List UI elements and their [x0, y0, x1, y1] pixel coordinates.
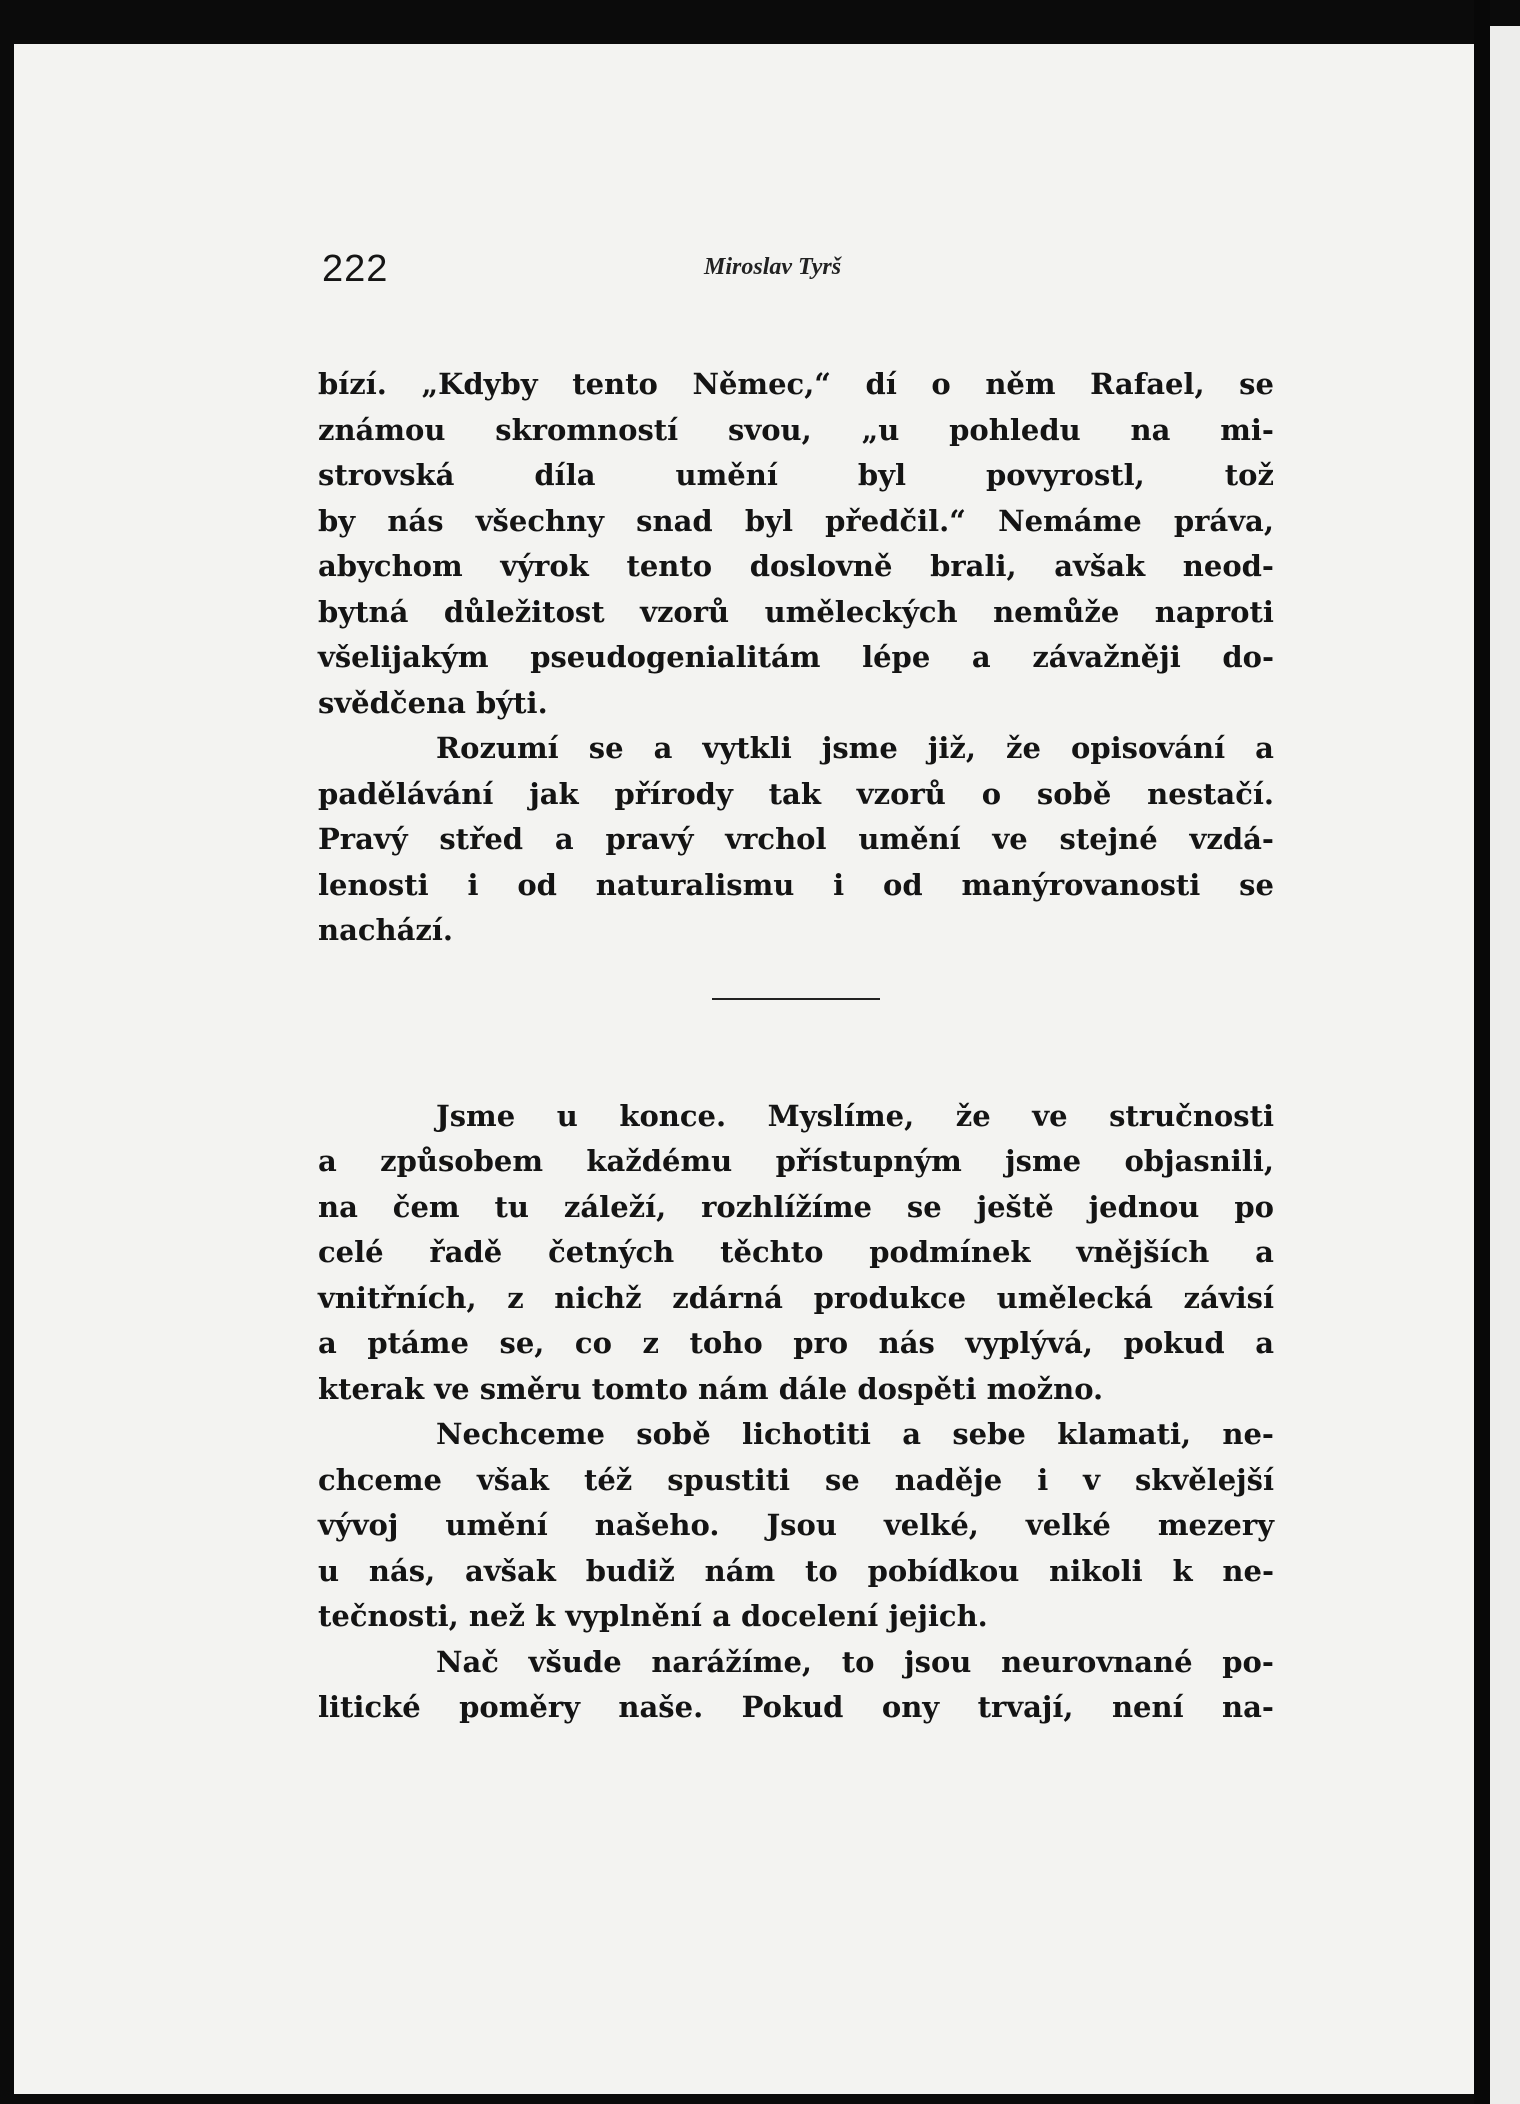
body-text	[318, 362, 1274, 1731]
text-line: Nechceme sobě lichotiti a sebe klamati, ne-	[436, 1417, 1274, 1451]
text-line: chceme však též spustiti se naděje i v skvělejší	[318, 1462, 1274, 1497]
text-line: litické poměry naše. Pokud ony trvají, není na-	[318, 1690, 1274, 1724]
text-line: tečnosti, než k vyplnění a docelení jejich.	[318, 1599, 988, 1633]
text-line: vývoj umění našeho. Jsou velké, velké mezery	[318, 1508, 1274, 1542]
text-line: u nás, avšak budiž nám to pobídkou nikoli k ne-	[318, 1553, 1274, 1588]
text-line: svědčena býti.	[318, 685, 548, 720]
text-line: Nač všude narážíme, to jsou neurovnané po-	[436, 1644, 1274, 1679]
page-header	[322, 248, 1278, 298]
text-line: strovská díla umění byl povyrostl, tož	[318, 458, 1274, 492]
text-line: známou skromností svou, „u pohledu na mi-	[318, 412, 1274, 447]
text-line: a ptáme se, co z toho pro nás vyplývá, pokud a	[318, 1326, 1274, 1360]
text-line: padělávání jak přírody tak vzorů o sobě nestačí.	[318, 776, 1274, 811]
section-divider	[712, 998, 880, 1000]
text-line: nachází.	[318, 913, 453, 947]
text-line: lenosti i od naturalismu i od manýrovanosti se	[318, 867, 1274, 902]
text-line: celé řadě četných těchto podmínek vnějších a	[318, 1235, 1274, 1269]
text-line: vnitřních, z nichž zdárná produkce umělecká závisí	[318, 1280, 1274, 1315]
text-line: Jsme u konce. Myslíme, že ve stručnosti	[436, 1098, 1274, 1133]
text-line: bytná důležitost vzorů uměleckých nemůže naproti	[318, 594, 1274, 629]
text-line: Rozumí se a vytkli jsme již, že opisování a	[436, 731, 1274, 765]
text-line: Pravý střed a pravý vrchol umění ve stejné vzdá-	[318, 822, 1274, 856]
text-line: bízí. „Kdyby tento Němec,“ dí o něm Rafael, se	[318, 367, 1274, 401]
text-line: na čem tu záleží, rozhlížíme se ještě jednou po	[318, 1189, 1274, 1224]
next-page-edge	[1490, 26, 1520, 2104]
running-head: Miroslav Tyrš	[704, 254, 842, 280]
page-number: 222	[322, 248, 389, 290]
text-line: by nás všechny snad byl předčil.“ Nemáme práva,	[318, 503, 1274, 538]
text-line: a způsobem každému přístupným jsme objasnili,	[318, 1144, 1274, 1178]
page-gutter	[1474, 0, 1490, 2104]
text-line: všelijakým pseudogenialitám lépe a závažněji do-	[318, 640, 1274, 674]
text-line: abychom výrok tento doslovně brali, avšak neod-	[318, 549, 1274, 583]
text-line: kterak ve směru tomto nám dále dospěti možno.	[318, 1371, 1104, 1406]
